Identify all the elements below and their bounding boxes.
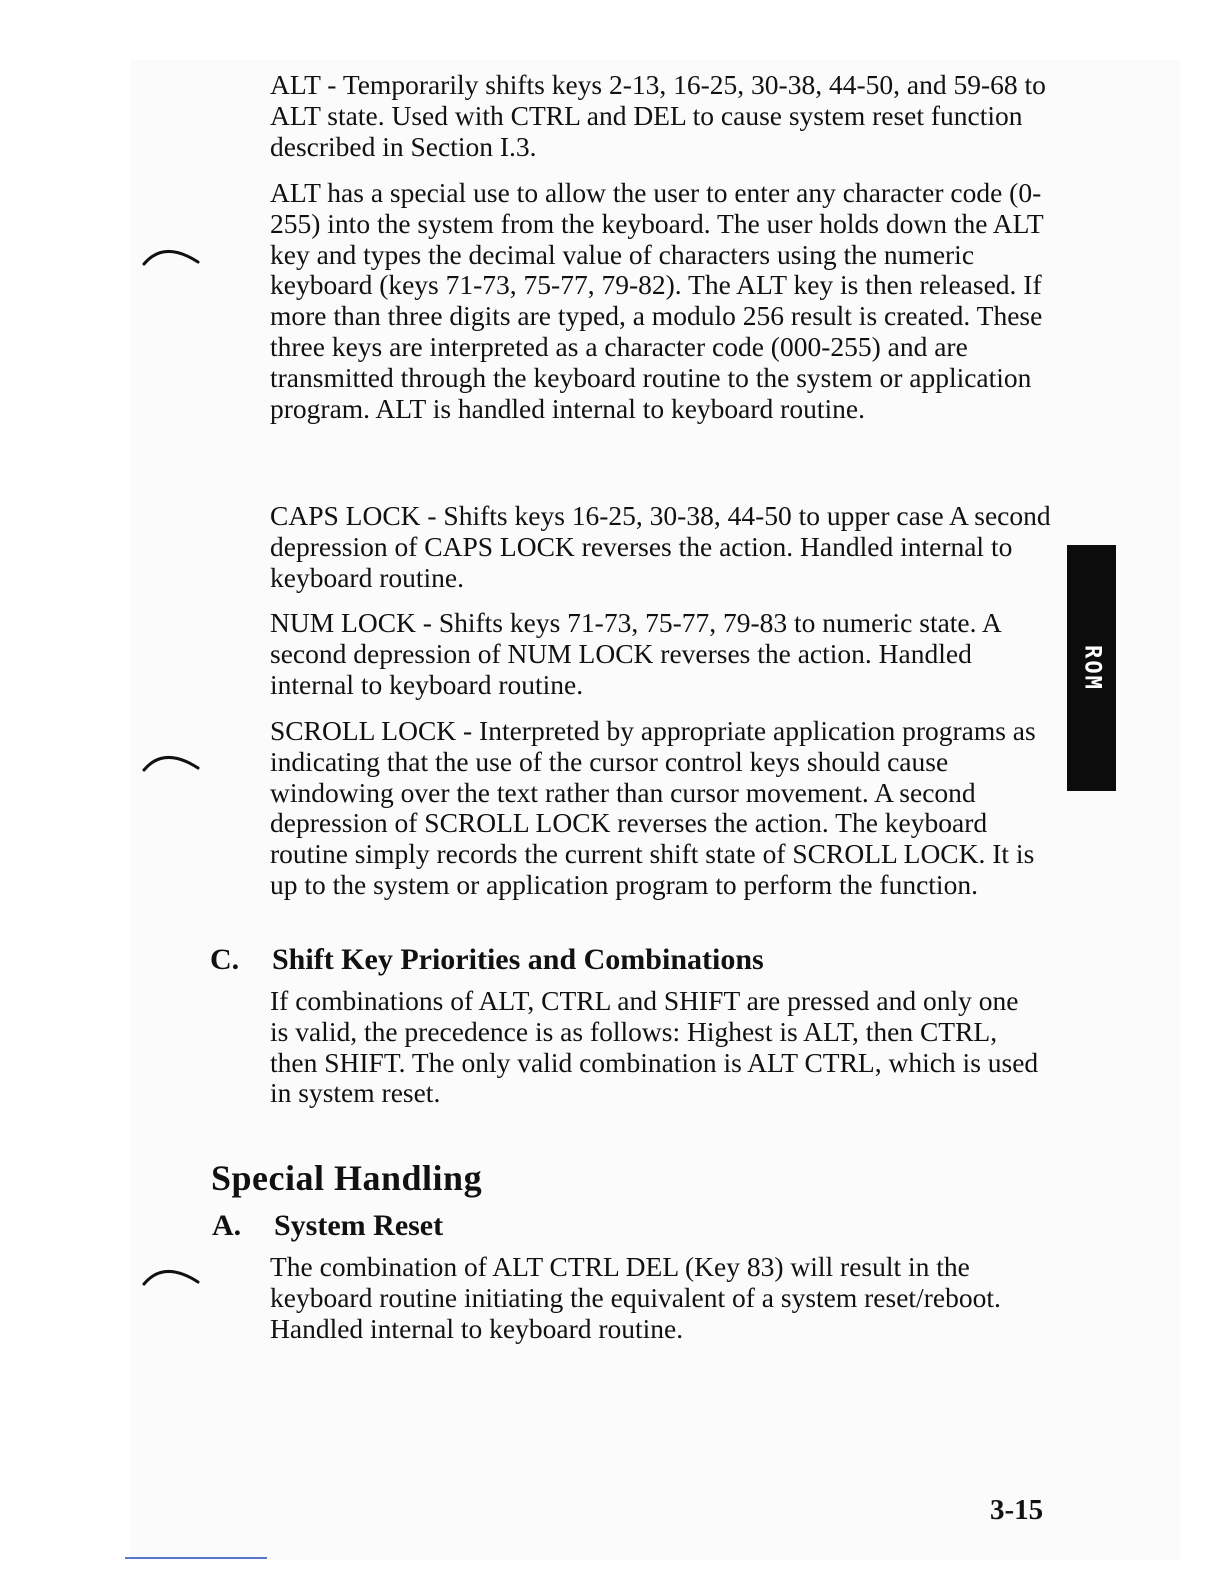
bottom-divider [125,1557,267,1559]
num-lock-paragraph: NUM LOCK - Shifts keys 71-73, 75-77, 79-83 to numeric state. A second depression of NUM LOCK reverses the action. Handled internal to keyboard routine. [270,607,1001,700]
scroll-lock-paragraph: SCROLL LOCK - Interpreted by appropriate application programs as indicating that the use of the cursor control keys should cause windowing over the text rather than cursor movement. A second depression of SCROLL LOCK reverses the action. The keyboard routine simply records the current shift state of SCROLL LOCK. It is up to the system or application program to perform the function. [270,715,1036,900]
system-reset-letter: A. [212,1209,242,1242]
caps-lock-paragraph: CAPS LOCK - Shifts keys 16-25, 30-38, 44-50 to upper case A second depression of CAPS LOCK reverses the action. Handled internal to keyboard routine. [270,500,1051,593]
system-reset-title: System Reset [274,1209,444,1242]
page-number: 3-15 [990,1494,1044,1526]
shift-priorities-body: If combinations of ALT, CTRL and SHIFT are pressed and only one is valid, the precedence is as follows: Highest is ALT, then CTRL, then SHIFT. The only valid combination is ALT CTRL, which is used in system reset. [270,985,1039,1109]
rom-section-tab [1067,545,1116,791]
shift-priorities-heading [210,943,910,977]
margin-change-mark [140,748,204,772]
system-reset-heading [212,1209,612,1243]
alt-special-use-paragraph: ALT has a special use to allow the user to enter any character code (0-255) into the system from the keyboard. The user holds down the ALT key and types the decimal value of characters using the numeric keyboard (keys 71-73, 75-77, 79-82). The ALT key is then released. If more than three digits are typed, a modulo 256 result is created. These three keys are interpreted as a character code (000-255) and are transmitted through the keyboard routine to the system or application program. ALT is handled internal to keyboard routine. [270,177,1044,424]
alt-key-paragraph: ALT - Temporarily shifts keys 2-13, 16-25, 30-38, 44-50, and 59-68 to ALT state. Used with CTRL and DEL to cause system reset function described in Section I.3. [270,69,1046,162]
margin-change-mark [140,242,204,266]
system-reset-body: The combination of ALT CTRL DEL (Key 83) will result in the keyboard routine initiating the equivalent of a system reset/reboot. Handled internal to keyboard routine. [270,1251,1001,1344]
shift-priorities-letter: C. [210,943,240,976]
special-handling-title: Special Handling [211,1158,483,1198]
rom-tab-label: ROM [1079,645,1104,691]
margin-change-mark [140,1262,204,1286]
shift-priorities-title: Shift Key Priorities and Combinations [272,943,764,976]
